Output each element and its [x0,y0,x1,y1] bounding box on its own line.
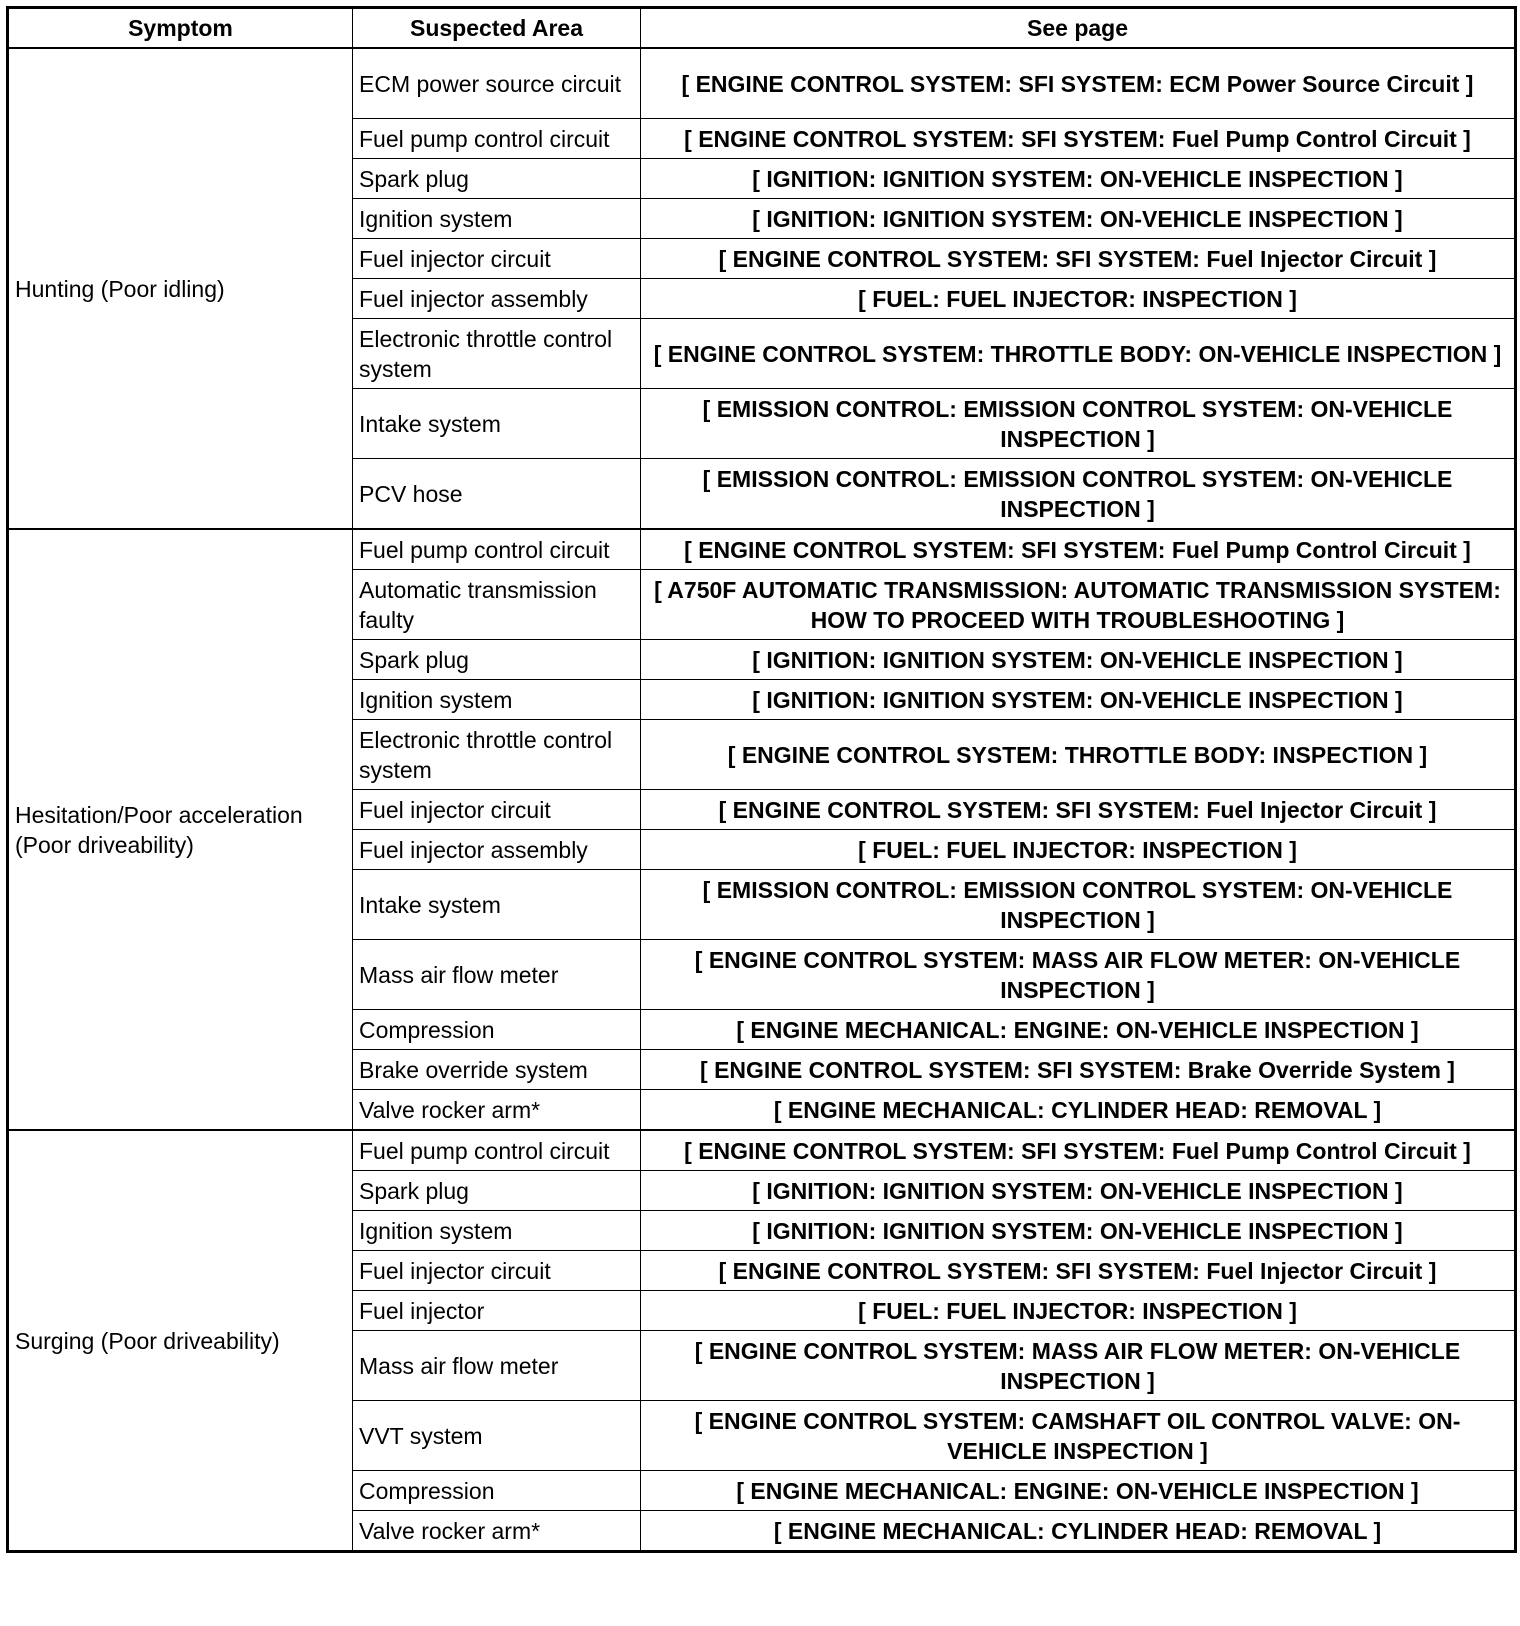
suspected-area-cell: Fuel pump control circuit [353,119,641,159]
see-page-cell: [ FUEL: FUEL INJECTOR: INSPECTION ] [641,279,1516,319]
see-page-cell: [ ENGINE CONTROL SYSTEM: SFI SYSTEM: Fuel Injector Circuit ] [641,790,1516,830]
see-page-cell: [ FUEL: FUEL INJECTOR: INSPECTION ] [641,1291,1516,1331]
see-page-cell: [ ENGINE CONTROL SYSTEM: SFI SYSTEM: ECM Power Source Circuit ] [641,48,1516,119]
suspected-area-cell: ECM power source circuit [353,48,641,119]
troubleshooting-table [6,6,1517,1553]
table-header-row [8,8,1516,49]
see-page-cell: [ IGNITION: IGNITION SYSTEM: ON-VEHICLE INSPECTION ] [641,1211,1516,1251]
see-page-cell: [ ENGINE CONTROL SYSTEM: SFI SYSTEM: Fuel Pump Control Circuit ] [641,529,1516,570]
see-page-cell: [ ENGINE CONTROL SYSTEM: SFI SYSTEM: Fuel Pump Control Circuit ] [641,1130,1516,1171]
suspected-area-cell: Ignition system [353,680,641,720]
see-page-cell: [ ENGINE CONTROL SYSTEM: SFI SYSTEM: Fuel Pump Control Circuit ] [641,119,1516,159]
see-page-cell: [ ENGINE MECHANICAL: CYLINDER HEAD: REMOVAL ] [641,1090,1516,1131]
see-page-cell: [ IGNITION: IGNITION SYSTEM: ON-VEHICLE INSPECTION ] [641,680,1516,720]
suspected-area-cell: Ignition system [353,1211,641,1251]
symptom-cell: Surging (Poor driveability) [8,1130,353,1552]
table-row [8,48,1516,119]
suspected-area-cell: Fuel injector circuit [353,790,641,830]
see-page-cell: [ ENGINE MECHANICAL: CYLINDER HEAD: REMOVAL ] [641,1511,1516,1552]
suspected-area-cell: Mass air flow meter [353,1331,641,1401]
see-page-cell: [ IGNITION: IGNITION SYSTEM: ON-VEHICLE INSPECTION ] [641,159,1516,199]
see-page-cell: [ ENGINE MECHANICAL: ENGINE: ON-VEHICLE INSPECTION ] [641,1010,1516,1050]
suspected-area-cell: Ignition system [353,199,641,239]
suspected-area-cell: Valve rocker arm* [353,1511,641,1552]
suspected-area-cell: Intake system [353,389,641,459]
see-page-cell: [ ENGINE CONTROL SYSTEM: SFI SYSTEM: Fuel Injector Circuit ] [641,239,1516,279]
suspected-area-cell: Mass air flow meter [353,940,641,1010]
see-page-cell: [ A750F AUTOMATIC TRANSMISSION: AUTOMATIC TRANSMISSION SYSTEM: HOW TO PROCEED WITH TROUBLESHOOTING ] [641,570,1516,640]
suspected-area-cell: Fuel pump control circuit [353,1130,641,1171]
suspected-area-cell: Spark plug [353,640,641,680]
table-row [8,529,1516,570]
see-page-cell: [ ENGINE MECHANICAL: ENGINE: ON-VEHICLE INSPECTION ] [641,1471,1516,1511]
suspected-area-cell: Compression [353,1471,641,1511]
suspected-area-cell: VVT system [353,1401,641,1471]
see-page-cell: [ ENGINE CONTROL SYSTEM: SFI SYSTEM: Fuel Injector Circuit ] [641,1251,1516,1291]
suspected-area-cell: Fuel injector circuit [353,239,641,279]
see-page-cell: [ ENGINE CONTROL SYSTEM: MASS AIR FLOW METER: ON-VEHICLE INSPECTION ] [641,1331,1516,1401]
see-page-cell: [ EMISSION CONTROL: EMISSION CONTROL SYSTEM: ON-VEHICLE INSPECTION ] [641,389,1516,459]
see-page-cell: [ IGNITION: IGNITION SYSTEM: ON-VEHICLE INSPECTION ] [641,640,1516,680]
see-page-cell: [ EMISSION CONTROL: EMISSION CONTROL SYSTEM: ON-VEHICLE INSPECTION ] [641,870,1516,940]
header-symptom: Symptom [8,8,353,49]
suspected-area-cell: Fuel injector assembly [353,279,641,319]
see-page-cell: [ ENGINE CONTROL SYSTEM: MASS AIR FLOW METER: ON-VEHICLE INSPECTION ] [641,940,1516,1010]
document-page [6,6,1517,1553]
suspected-area-cell: Fuel injector [353,1291,641,1331]
suspected-area-cell: Fuel injector circuit [353,1251,641,1291]
see-page-cell: [ IGNITION: IGNITION SYSTEM: ON-VEHICLE INSPECTION ] [641,199,1516,239]
see-page-cell: [ EMISSION CONTROL: EMISSION CONTROL SYSTEM: ON-VEHICLE INSPECTION ] [641,459,1516,530]
suspected-area-cell: Automatic transmission faulty [353,570,641,640]
see-page-cell: [ ENGINE CONTROL SYSTEM: CAMSHAFT OIL CONTROL VALVE: ON-VEHICLE INSPECTION ] [641,1401,1516,1471]
suspected-area-cell: Electronic throttle control system [353,319,641,389]
header-suspected-area: Suspected Area [353,8,641,49]
suspected-area-cell: Electronic throttle control system [353,720,641,790]
see-page-cell: [ ENGINE CONTROL SYSTEM: SFI SYSTEM: Brake Override System ] [641,1050,1516,1090]
suspected-area-cell: Valve rocker arm* [353,1090,641,1131]
suspected-area-cell: Fuel injector assembly [353,830,641,870]
suspected-area-cell: Fuel pump control circuit [353,529,641,570]
symptom-cell: Hesitation/Poor acceleration (Poor driveability) [8,529,353,1130]
suspected-area-cell: Brake override system [353,1050,641,1090]
suspected-area-cell: Spark plug [353,1171,641,1211]
see-page-cell: [ FUEL: FUEL INJECTOR: INSPECTION ] [641,830,1516,870]
symptom-cell: Hunting (Poor idling) [8,48,353,529]
see-page-cell: [ IGNITION: IGNITION SYSTEM: ON-VEHICLE INSPECTION ] [641,1171,1516,1211]
see-page-cell: [ ENGINE CONTROL SYSTEM: THROTTLE BODY: INSPECTION ] [641,720,1516,790]
suspected-area-cell: Intake system [353,870,641,940]
suspected-area-cell: PCV hose [353,459,641,530]
suspected-area-cell: Compression [353,1010,641,1050]
table-row [8,1130,1516,1171]
header-see-page: See page [641,8,1516,49]
see-page-cell: [ ENGINE CONTROL SYSTEM: THROTTLE BODY: ON-VEHICLE INSPECTION ] [641,319,1516,389]
suspected-area-cell: Spark plug [353,159,641,199]
